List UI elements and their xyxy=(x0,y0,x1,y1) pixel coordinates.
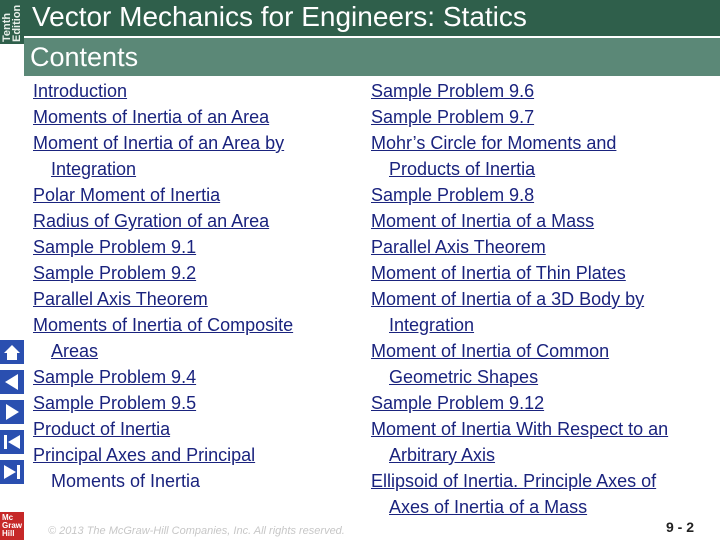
first-slide-button[interactable] xyxy=(0,430,24,454)
contents-right-column xyxy=(371,78,668,520)
link-sample-problem-9-7[interactable]: Sample Problem 9.7 xyxy=(371,107,535,127)
link-sample-problem-9-1[interactable]: Sample Problem 9.1 xyxy=(33,237,197,257)
link-moments-of-inertia-area[interactable]: Moments of Inertia of an Area xyxy=(33,107,270,127)
last-slide-button[interactable] xyxy=(0,460,24,484)
logo-text: Mc Graw Hill xyxy=(2,513,23,538)
link-ellipsoid-of-inertia[interactable]: Ellipsoid of Inertia. Principle Axes of xyxy=(371,471,657,491)
triangle-left-icon xyxy=(0,370,24,394)
back-button[interactable] xyxy=(0,370,24,394)
link-parallel-axis-theorem[interactable]: Parallel Axis Theorem xyxy=(33,289,208,309)
edition-label: Tenth Edition xyxy=(1,4,23,42)
triangle-right-icon xyxy=(0,400,24,424)
link-principal-axes[interactable]: Principal Axes and Principal xyxy=(33,445,256,465)
link-moi-by-integration-cont[interactable]: Integration xyxy=(51,159,137,179)
link-mohrs-circle-cont[interactable]: Products of Inertia xyxy=(389,159,536,179)
link-radius-of-gyration[interactable]: Radius of Gyration of an Area xyxy=(33,211,270,231)
edition-badge xyxy=(0,0,24,44)
link-principal-axes-cont[interactable]: Moments of Inertia xyxy=(51,471,201,491)
link-moi-3d-body[interactable]: Moment of Inertia of a 3D Body by xyxy=(371,289,645,309)
link-moi-common-shapes-cont[interactable]: Geometric Shapes xyxy=(389,367,539,387)
page-number: 9 - 2 xyxy=(665,519,694,535)
mcgraw-hill-logo xyxy=(0,512,24,540)
link-sample-problem-9-12[interactable]: Sample Problem 9.12 xyxy=(371,393,545,413)
skip-back-icon xyxy=(0,430,24,454)
link-sample-problem-9-2[interactable]: Sample Problem 9.2 xyxy=(33,263,197,283)
link-moi-common-shapes[interactable]: Moment of Inertia of Common xyxy=(371,341,610,361)
contents-left-column xyxy=(33,78,293,494)
forward-button[interactable] xyxy=(0,400,24,424)
skip-forward-icon xyxy=(0,460,24,484)
link-moi-composite-cont[interactable]: Areas xyxy=(51,341,99,361)
sidebar xyxy=(0,0,24,540)
link-sample-problem-9-6[interactable]: Sample Problem 9.6 xyxy=(371,81,535,101)
page-title: Vector Mechanics for Engineers: Statics xyxy=(32,1,527,32)
section-title: Contents xyxy=(30,42,139,72)
link-polar-moment[interactable]: Polar Moment of Inertia xyxy=(33,185,221,205)
link-moi-arbitrary-axis[interactable]: Moment of Inertia With Respect to an xyxy=(371,419,669,439)
link-parallel-axis-theorem-mass[interactable]: Parallel Axis Theorem xyxy=(371,237,546,257)
section-bar xyxy=(24,38,720,76)
link-moi-of-mass[interactable]: Moment of Inertia of a Mass xyxy=(371,211,595,231)
link-moi-arbitrary-axis-cont[interactable]: Arbitrary Axis xyxy=(389,445,496,465)
link-sample-problem-9-5[interactable]: Sample Problem 9.5 xyxy=(33,393,197,413)
link-moi-composite[interactable]: Moments of Inertia of Composite xyxy=(33,315,294,335)
link-product-of-inertia[interactable]: Product of Inertia xyxy=(33,419,171,439)
link-introduction[interactable]: Introduction xyxy=(33,81,128,101)
link-sample-problem-9-8[interactable]: Sample Problem 9.8 xyxy=(371,185,535,205)
link-ellipsoid-of-inertia-cont[interactable]: Axes of Inertia of a Mass xyxy=(389,497,588,517)
home-icon xyxy=(0,340,24,364)
link-moi-by-integration[interactable]: Moment of Inertia of an Area by xyxy=(33,133,285,153)
copyright-notice: © 2013 The McGraw-Hill Companies, Inc. All rights reserved. xyxy=(48,525,345,537)
link-moi-3d-body-cont[interactable]: Integration xyxy=(389,315,475,335)
link-mohrs-circle[interactable]: Mohr’s Circle for Moments and xyxy=(371,133,617,153)
link-moi-thin-plates[interactable]: Moment of Inertia of Thin Plates xyxy=(371,263,626,283)
link-sample-problem-9-4[interactable]: Sample Problem 9.4 xyxy=(33,367,197,387)
home-button[interactable] xyxy=(0,340,24,364)
title-bar xyxy=(24,0,720,36)
